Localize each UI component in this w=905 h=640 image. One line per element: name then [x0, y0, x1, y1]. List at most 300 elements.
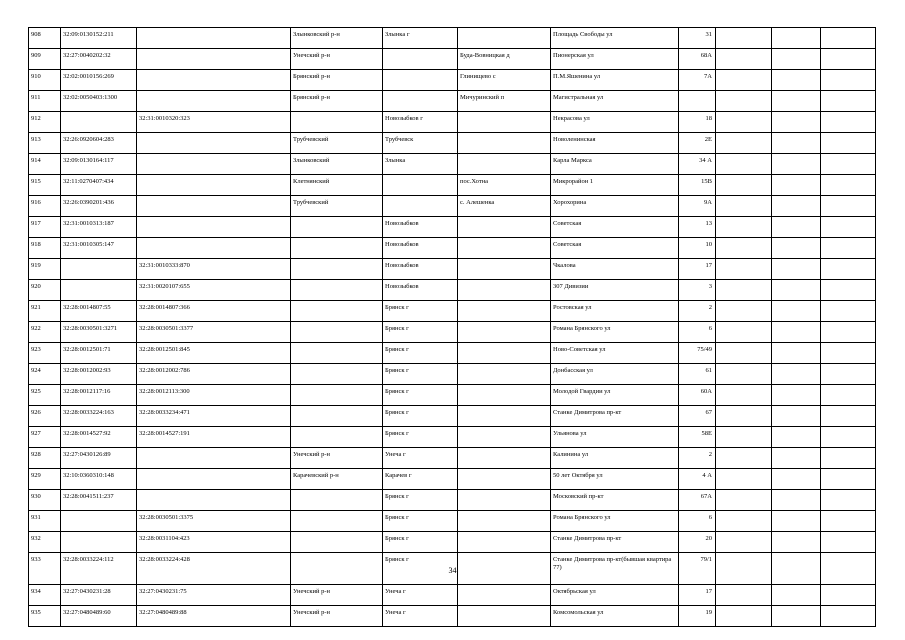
house-number-cell: 17	[679, 259, 716, 280]
street-cell: 50 лет Октября ул	[551, 469, 679, 490]
cadastral-land-cell: 32:28:0033224:163	[61, 406, 137, 427]
city-cell	[383, 49, 458, 70]
cadastral-land-cell: 32:28:0012501:71	[61, 343, 137, 364]
cadastral-land-cell: 32:28:0033224:112	[61, 553, 137, 585]
street-cell: Карла Маркса	[551, 154, 679, 175]
table-row	[29, 469, 876, 490]
city-cell: Новозыбков	[383, 217, 458, 238]
cadastral-building-cell: 32:27:0480489:88	[137, 606, 291, 627]
district-cell	[291, 364, 383, 385]
district-cell: Злынковский	[291, 154, 383, 175]
row-index-cell: 929	[29, 469, 61, 490]
house-number-cell: 20	[679, 532, 716, 553]
table-row	[29, 585, 876, 606]
district-cell: Злынковский р-н	[291, 28, 383, 49]
city-cell: Новозыбков	[383, 259, 458, 280]
table-row	[29, 28, 876, 49]
settlement-cell	[458, 112, 551, 133]
house-number-cell: 19	[679, 606, 716, 627]
extra-cell-2	[772, 322, 821, 343]
row-index-cell: 918	[29, 238, 61, 259]
settlement-cell	[458, 490, 551, 511]
cadastral-building-cell: 32:28:0030501:3375	[137, 511, 291, 532]
district-cell	[291, 217, 383, 238]
settlement-cell: пос.Хотна	[458, 175, 551, 196]
cadastral-building-cell: 32:28:0012002:786	[137, 364, 291, 385]
extra-cell-2	[772, 490, 821, 511]
cadastral-building-cell	[137, 238, 291, 259]
house-number-cell: 68А	[679, 49, 716, 70]
cadastral-land-cell: 32:27:0430231:28	[61, 585, 137, 606]
house-number-cell: 3	[679, 280, 716, 301]
table-row	[29, 343, 876, 364]
city-cell	[383, 91, 458, 112]
extra-cell-3	[821, 217, 876, 238]
extra-cell-1	[716, 511, 772, 532]
cadastral-building-cell: 32:28:0012113:300	[137, 385, 291, 406]
house-number-cell: 34 А	[679, 154, 716, 175]
extra-cell-2	[772, 280, 821, 301]
settlement-cell	[458, 406, 551, 427]
cadastral-building-cell	[137, 196, 291, 217]
table-row	[29, 322, 876, 343]
cadastral-land-cell	[61, 112, 137, 133]
district-cell: Трубчевский	[291, 196, 383, 217]
city-cell: Унеча г	[383, 606, 458, 627]
cadastral-building-cell	[137, 490, 291, 511]
row-index-cell: 909	[29, 49, 61, 70]
table-row	[29, 301, 876, 322]
settlement-cell	[458, 448, 551, 469]
table-row	[29, 406, 876, 427]
street-cell: Советская	[551, 238, 679, 259]
extra-cell-3	[821, 196, 876, 217]
city-cell: Брянск г	[383, 343, 458, 364]
house-number-cell: 79/1	[679, 553, 716, 585]
table-body	[29, 28, 876, 627]
table-row	[29, 238, 876, 259]
cadastral-land-cell	[61, 259, 137, 280]
district-cell	[291, 490, 383, 511]
district-cell: Унечский р-н	[291, 606, 383, 627]
extra-cell-3	[821, 385, 876, 406]
city-cell: Карачев г	[383, 469, 458, 490]
settlement-cell	[458, 585, 551, 606]
cadastral-land-cell: 32:28:0030501:3271	[61, 322, 137, 343]
row-index-cell: 927	[29, 427, 61, 448]
settlement-cell	[458, 606, 551, 627]
extra-cell-3	[821, 585, 876, 606]
register-table	[28, 27, 876, 627]
extra-cell-1	[716, 280, 772, 301]
table-row	[29, 364, 876, 385]
cadastral-building-cell: 32:31:0010320:323	[137, 112, 291, 133]
cadastral-building-cell	[137, 28, 291, 49]
table-row	[29, 133, 876, 154]
cadastral-building-cell	[137, 448, 291, 469]
row-index-cell: 925	[29, 385, 61, 406]
extra-cell-2	[772, 406, 821, 427]
extra-cell-1	[716, 238, 772, 259]
cadastral-building-cell	[137, 133, 291, 154]
extra-cell-1	[716, 301, 772, 322]
settlement-cell: с. Алешенка	[458, 196, 551, 217]
house-number-cell: 9А	[679, 196, 716, 217]
district-cell	[291, 112, 383, 133]
row-index-cell: 930	[29, 490, 61, 511]
cadastral-land-cell: 32:27:0040202:32	[61, 49, 137, 70]
extra-cell-1	[716, 322, 772, 343]
settlement-cell	[458, 511, 551, 532]
row-index-cell: 908	[29, 28, 61, 49]
cadastral-land-cell: 32:28:0014527:92	[61, 427, 137, 448]
cadastral-building-cell	[137, 91, 291, 112]
district-cell: Клетнянский	[291, 175, 383, 196]
district-cell: Трубчевский	[291, 133, 383, 154]
extra-cell-3	[821, 511, 876, 532]
street-cell: Пионерская ул	[551, 49, 679, 70]
district-cell: Унечский р-н	[291, 49, 383, 70]
city-cell: Брянск г	[383, 364, 458, 385]
extra-cell-2	[772, 28, 821, 49]
cadastral-building-cell	[137, 217, 291, 238]
row-index-cell: 920	[29, 280, 61, 301]
table-row	[29, 49, 876, 70]
extra-cell-2	[772, 175, 821, 196]
row-index-cell: 913	[29, 133, 61, 154]
city-cell: Брянск г	[383, 427, 458, 448]
table-row	[29, 175, 876, 196]
settlement-cell	[458, 217, 551, 238]
extra-cell-2	[772, 259, 821, 280]
street-cell: Донбасская ул	[551, 364, 679, 385]
extra-cell-2	[772, 70, 821, 91]
house-number-cell: 2	[679, 301, 716, 322]
cadastral-building-cell: 32:28:0033234:471	[137, 406, 291, 427]
cadastral-land-cell: 32:28:0012002:93	[61, 364, 137, 385]
city-cell: Новозыбков	[383, 238, 458, 259]
cadastral-building-cell: 32:31:0010333:870	[137, 259, 291, 280]
street-cell: Комсомольская ул	[551, 606, 679, 627]
street-cell: Станке Димитрова пр-кт	[551, 532, 679, 553]
house-number-cell: 58Е	[679, 427, 716, 448]
cadastral-building-cell	[137, 175, 291, 196]
cadastral-land-cell: 32:10:0360310:148	[61, 469, 137, 490]
settlement-cell	[458, 238, 551, 259]
cadastral-building-cell: 32:28:0014527:191	[137, 427, 291, 448]
extra-cell-1	[716, 490, 772, 511]
cadastral-land-cell: 32:27:0480489:60	[61, 606, 137, 627]
table-row	[29, 427, 876, 448]
extra-cell-3	[821, 406, 876, 427]
house-number-cell: 2Е	[679, 133, 716, 154]
settlement-cell: Глинищево с	[458, 70, 551, 91]
settlement-cell	[458, 469, 551, 490]
row-index-cell: 914	[29, 154, 61, 175]
house-number-cell: 18	[679, 112, 716, 133]
extra-cell-1	[716, 606, 772, 627]
cadastral-land-cell: 32:26:0920604:283	[61, 133, 137, 154]
cadastral-land-cell: 32:28:0014807:55	[61, 301, 137, 322]
street-cell: Чкалова	[551, 259, 679, 280]
extra-cell-3	[821, 259, 876, 280]
settlement-cell	[458, 343, 551, 364]
table-row	[29, 490, 876, 511]
cadastral-land-cell: 32:02:0050403:1300	[61, 91, 137, 112]
cadastral-land-cell	[61, 280, 137, 301]
row-index-cell: 921	[29, 301, 61, 322]
extra-cell-2	[772, 196, 821, 217]
extra-cell-1	[716, 70, 772, 91]
extra-cell-2	[772, 385, 821, 406]
city-cell: Брянск г	[383, 532, 458, 553]
street-cell: Калинина ул	[551, 448, 679, 469]
district-cell	[291, 343, 383, 364]
extra-cell-3	[821, 301, 876, 322]
row-index-cell: 911	[29, 91, 61, 112]
street-cell: Некрасова ул	[551, 112, 679, 133]
extra-cell-3	[821, 133, 876, 154]
cadastral-land-cell: 32:02:0010156:269	[61, 70, 137, 91]
district-cell	[291, 301, 383, 322]
street-cell: Молодой Гвардии ул	[551, 385, 679, 406]
city-cell: Брянск г	[383, 553, 458, 585]
street-cell: Романа Брянского ул	[551, 511, 679, 532]
table-row	[29, 259, 876, 280]
row-index-cell: 935	[29, 606, 61, 627]
extra-cell-3	[821, 364, 876, 385]
cadastral-land-cell: 32:11:0270407:434	[61, 175, 137, 196]
city-cell: Новозыбков г	[383, 112, 458, 133]
extra-cell-2	[772, 511, 821, 532]
extra-cell-2	[772, 49, 821, 70]
table-row	[29, 70, 876, 91]
city-cell: Брянск г	[383, 490, 458, 511]
extra-cell-3	[821, 427, 876, 448]
table-row	[29, 112, 876, 133]
street-cell: Романа Брянского ул	[551, 322, 679, 343]
extra-cell-1	[716, 532, 772, 553]
cadastral-building-cell	[137, 49, 291, 70]
house-number-cell: 6	[679, 511, 716, 532]
extra-cell-3	[821, 49, 876, 70]
house-number-cell: 13	[679, 217, 716, 238]
settlement-cell: Буда-Вовницкая д	[458, 49, 551, 70]
extra-cell-1	[716, 28, 772, 49]
extra-cell-1	[716, 343, 772, 364]
extra-cell-2	[772, 585, 821, 606]
cadastral-land-cell: 32:28:0012117:16	[61, 385, 137, 406]
table-row	[29, 511, 876, 532]
extra-cell-2	[772, 301, 821, 322]
settlement-cell	[458, 28, 551, 49]
city-cell: Брянск г	[383, 385, 458, 406]
extra-cell-1	[716, 364, 772, 385]
extra-cell-1	[716, 259, 772, 280]
cadastral-building-cell	[137, 154, 291, 175]
street-cell: П.М.Яшенина ул	[551, 70, 679, 91]
extra-cell-3	[821, 448, 876, 469]
row-index-cell: 910	[29, 70, 61, 91]
house-number-cell: 31	[679, 28, 716, 49]
extra-cell-1	[716, 175, 772, 196]
district-cell	[291, 259, 383, 280]
extra-cell-1	[716, 585, 772, 606]
table-row	[29, 154, 876, 175]
extra-cell-1	[716, 91, 772, 112]
table-row	[29, 196, 876, 217]
district-cell	[291, 385, 383, 406]
row-index-cell: 928	[29, 448, 61, 469]
extra-cell-2	[772, 343, 821, 364]
street-cell: Московский пр-кт	[551, 490, 679, 511]
extra-cell-1	[716, 217, 772, 238]
cadastral-land-cell: 32:31:0010313:187	[61, 217, 137, 238]
extra-cell-1	[716, 196, 772, 217]
row-index-cell: 922	[29, 322, 61, 343]
extra-cell-2	[772, 217, 821, 238]
table-row	[29, 606, 876, 627]
city-cell: Брянск г	[383, 511, 458, 532]
extra-cell-3	[821, 28, 876, 49]
cadastral-land-cell: 32:26:0390201:436	[61, 196, 137, 217]
extra-cell-1	[716, 448, 772, 469]
extra-cell-2	[772, 112, 821, 133]
extra-cell-2	[772, 532, 821, 553]
house-number-cell: 10	[679, 238, 716, 259]
settlement-cell	[458, 301, 551, 322]
table-row	[29, 280, 876, 301]
extra-cell-2	[772, 448, 821, 469]
extra-cell-3	[821, 469, 876, 490]
district-cell: Брянский р-н	[291, 91, 383, 112]
settlement-cell	[458, 259, 551, 280]
settlement-cell	[458, 133, 551, 154]
city-cell: Брянск г	[383, 301, 458, 322]
cadastral-building-cell: 32:28:0014807:366	[137, 301, 291, 322]
table-row	[29, 532, 876, 553]
settlement-cell	[458, 322, 551, 343]
house-number-cell: 67А	[679, 490, 716, 511]
extra-cell-3	[821, 70, 876, 91]
row-index-cell: 933	[29, 553, 61, 585]
extra-cell-1	[716, 133, 772, 154]
extra-cell-1	[716, 112, 772, 133]
house-number-cell: 75/49	[679, 343, 716, 364]
cadastral-building-cell: 32:28:0030501:3377	[137, 322, 291, 343]
settlement-cell	[458, 364, 551, 385]
extra-cell-3	[821, 91, 876, 112]
row-index-cell: 934	[29, 585, 61, 606]
table-row	[29, 385, 876, 406]
extra-cell-1	[716, 154, 772, 175]
row-index-cell: 923	[29, 343, 61, 364]
district-cell: Унечский р-н	[291, 585, 383, 606]
row-index-cell: 919	[29, 259, 61, 280]
extra-cell-1	[716, 427, 772, 448]
house-number-cell: 60А	[679, 385, 716, 406]
row-index-cell: 916	[29, 196, 61, 217]
street-cell: Площадь Свободы ул	[551, 28, 679, 49]
city-cell: Унеча г	[383, 448, 458, 469]
cadastral-land-cell: 32:31:0010305:147	[61, 238, 137, 259]
district-cell: Унечский р-н	[291, 448, 383, 469]
extra-cell-1	[716, 469, 772, 490]
house-number-cell: 67	[679, 406, 716, 427]
settlement-cell	[458, 154, 551, 175]
street-cell: Новоленинская	[551, 133, 679, 154]
row-index-cell: 926	[29, 406, 61, 427]
extra-cell-3	[821, 112, 876, 133]
district-cell: Брянский р-н	[291, 70, 383, 91]
street-cell: Микрорайон 1	[551, 175, 679, 196]
district-cell	[291, 238, 383, 259]
city-cell	[383, 70, 458, 91]
street-cell: Станке Димитрова пр-кт	[551, 406, 679, 427]
district-cell	[291, 427, 383, 448]
house-number-cell: 6	[679, 322, 716, 343]
settlement-cell	[458, 532, 551, 553]
extra-cell-2	[772, 154, 821, 175]
house-number-cell: 4 А	[679, 469, 716, 490]
cadastral-building-cell: 32:27:0430231:75	[137, 585, 291, 606]
cadastral-land-cell	[61, 532, 137, 553]
settlement-cell	[458, 385, 551, 406]
extra-cell-3	[821, 238, 876, 259]
extra-cell-2	[772, 469, 821, 490]
city-cell: Трубчевск	[383, 133, 458, 154]
district-cell: Карачевский р-н	[291, 469, 383, 490]
house-number-cell: 61	[679, 364, 716, 385]
page-number: 34	[448, 566, 457, 575]
cadastral-land-cell: 32:28:0041511:237	[61, 490, 137, 511]
extra-cell-2	[772, 427, 821, 448]
house-number-cell: 17	[679, 585, 716, 606]
cadastral-building-cell	[137, 469, 291, 490]
extra-cell-2	[772, 238, 821, 259]
street-cell: Ново-Советская ул	[551, 343, 679, 364]
city-cell	[383, 196, 458, 217]
street-cell: Ульянова ул	[551, 427, 679, 448]
row-index-cell: 932	[29, 532, 61, 553]
settlement-cell: Мичуринский п	[458, 91, 551, 112]
extra-cell-3	[821, 532, 876, 553]
district-cell	[291, 406, 383, 427]
extra-cell-2	[772, 364, 821, 385]
extra-cell-3	[821, 154, 876, 175]
row-index-cell: 912	[29, 112, 61, 133]
extra-cell-1	[716, 385, 772, 406]
cadastral-land-cell: 32:09:0130152:211	[61, 28, 137, 49]
house-number-cell: 7А	[679, 70, 716, 91]
house-number-cell	[679, 91, 716, 112]
district-cell	[291, 280, 383, 301]
table-row	[29, 448, 876, 469]
street-cell: Советская	[551, 217, 679, 238]
extra-cell-3	[821, 280, 876, 301]
extra-cell-3	[821, 322, 876, 343]
district-cell	[291, 322, 383, 343]
district-cell	[291, 532, 383, 553]
extra-cell-3	[821, 606, 876, 627]
cadastral-building-cell: 32:28:0031104:423	[137, 532, 291, 553]
cadastral-land-cell: 32:09:0130164:117	[61, 154, 137, 175]
row-index-cell: 931	[29, 511, 61, 532]
house-number-cell: 15В	[679, 175, 716, 196]
street-cell: Магистральная ул	[551, 91, 679, 112]
city-cell: Брянск г	[383, 406, 458, 427]
row-index-cell: 915	[29, 175, 61, 196]
